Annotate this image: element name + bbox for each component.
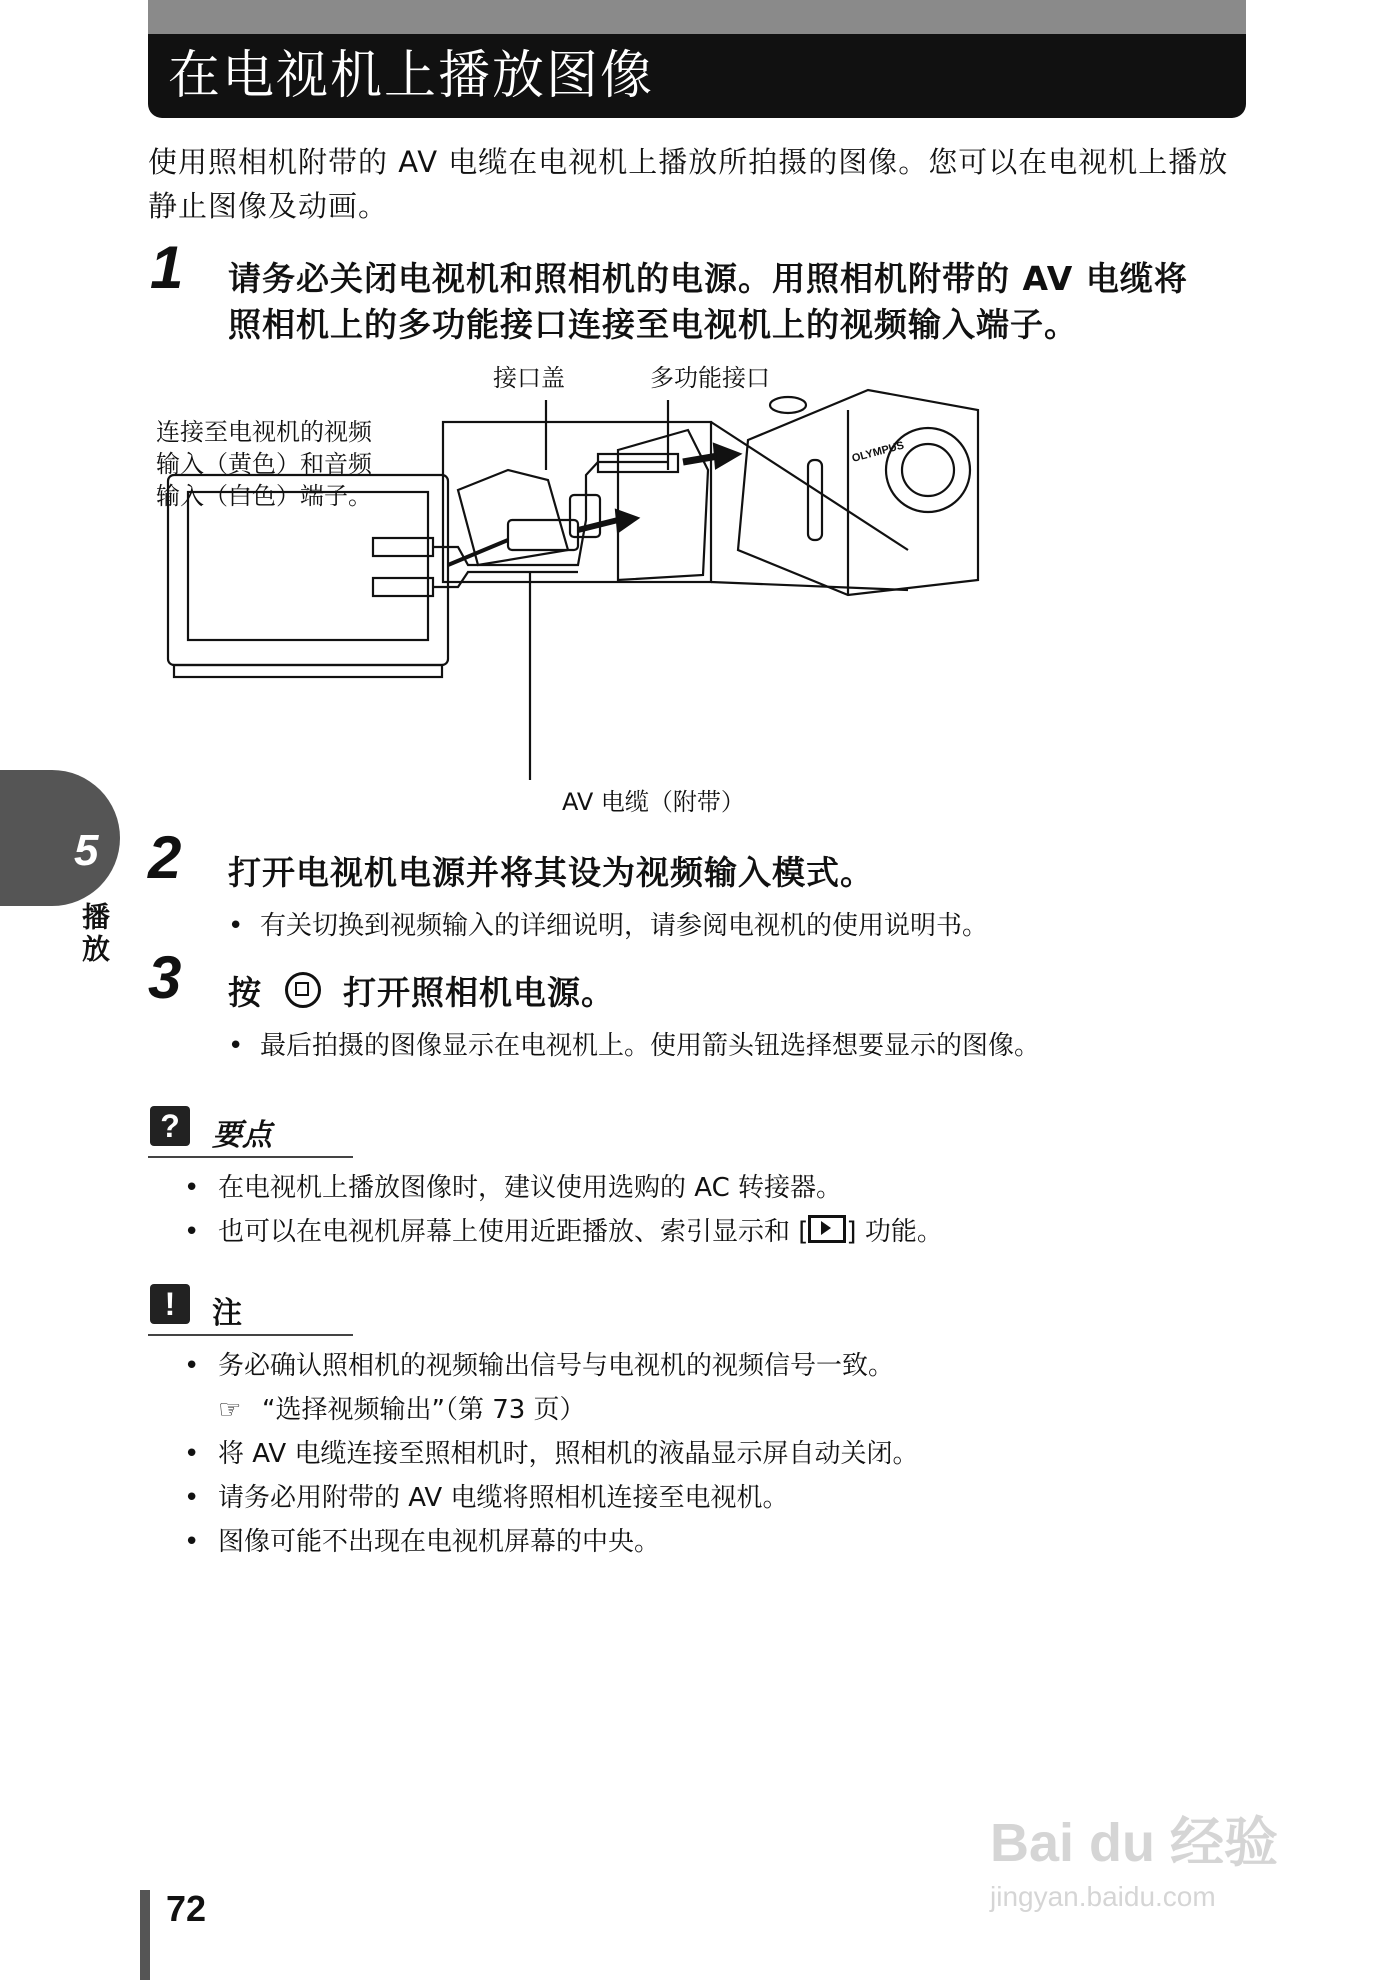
note-heading: 注 — [212, 1296, 242, 1331]
note-reference: ☞ “选择视频输出”（第 73 页） — [184, 1388, 1244, 1432]
title-bar-top — [148, 0, 1246, 34]
step-1-line2: 照相机上的多功能接口连接至电视机上的视频输入端子。 — [228, 305, 1078, 344]
label-connector-cover: 接口盖 — [493, 364, 565, 392]
note-item: • 图像可能不出现在电视机屏幕的中央。 — [184, 1520, 1244, 1564]
page-title: 在电视机上播放图像 — [168, 46, 655, 106]
plug-audio — [373, 578, 433, 596]
tv-screen — [188, 492, 428, 640]
av-cable-path-1 — [433, 490, 586, 565]
step-1-text — [228, 256, 1268, 348]
baidu-watermark — [990, 1800, 1310, 1960]
watermark-url: jingyan.baidu.com — [990, 1881, 1216, 1912]
tips-heading: 要点 — [212, 1118, 272, 1153]
chapter-label: 播放 — [78, 902, 111, 966]
step-2-text: 打开电视机电源并将其设为视频输入模式。 — [228, 853, 874, 892]
note-item: • 务必确认照相机的视频输出信号与电视机的视频信号一致。 — [184, 1344, 1244, 1388]
note-exclamation-icon: ! — [150, 1284, 190, 1324]
label-av-cable: AV 电缆（附带） — [562, 788, 745, 816]
note-rule — [148, 1334, 353, 1336]
step-2-number: 2 — [148, 824, 182, 891]
page-number: 72 — [166, 1888, 207, 1929]
tips-list — [184, 1166, 1244, 1254]
camera-shutter — [770, 397, 806, 413]
plug-video — [373, 538, 433, 556]
watermark-logo: Bai du 经验 — [990, 1813, 1279, 1873]
chapter-tab — [0, 770, 120, 906]
connection-diagram — [148, 350, 1258, 820]
chapter-number: 5 — [74, 826, 99, 875]
note-item: • 将 AV 电缆连接至照相机时，照相机的液晶显示屏自动关闭。 — [184, 1432, 1244, 1476]
camera-lens-inner — [902, 444, 954, 496]
footer-bar — [140, 1890, 150, 1980]
step-3-number: 3 — [148, 944, 182, 1011]
inset-camera-side — [618, 430, 708, 580]
inset-arrowhead — [616, 510, 638, 532]
note-item: • 请务必用附带的 AV 电缆将照相机连接至电视机。 — [184, 1476, 1244, 1520]
step-1-number: 1 — [150, 234, 184, 301]
step-3-text: 按 打开照相机电源。 — [228, 973, 615, 1012]
label-tv-terminal: 连接至电视机的视频 输入（黄色）和音频 输入（白色）端子。 — [156, 418, 372, 510]
tv-body — [168, 475, 448, 665]
tips-item: • 在电视机上播放图像时，建议使用选购的 AC 转接器。 — [184, 1166, 1244, 1210]
playback-button-icon — [285, 972, 321, 1008]
connect-arrow — [683, 456, 718, 462]
slideshow-icon — [808, 1215, 846, 1243]
connect-arrowhead — [714, 444, 740, 468]
connection-illustration — [148, 350, 1258, 790]
note-list — [184, 1344, 1244, 1564]
tips-question-icon: ? — [150, 1106, 190, 1146]
step-1-line1: 请务必关闭电视机和照相机的电源。用照相机附带的 AV 电缆将 — [228, 259, 1188, 298]
tv-base — [174, 665, 442, 677]
av-cable-path-2 — [433, 572, 578, 587]
tips-item: • 也可以在电视机屏幕上使用近距播放、索引显示和 [ ] 功能。 — [184, 1210, 1244, 1254]
camera-grip — [808, 460, 822, 540]
intro-paragraph: 使用照相机附带的 AV 电缆在电视机上播放所拍摄的图像。您可以在电视机上播放静止图像及动画。 — [148, 145, 1229, 223]
step-2-bullet: • 有关切换到视频输入的详细说明，请参阅电视机的使用说明书。 — [228, 911, 989, 941]
tips-rule — [148, 1156, 353, 1158]
label-multi-connector: 多功能接口 — [650, 364, 770, 392]
camera-brand: OLYMPUS — [850, 439, 906, 465]
step-3-bullet: • 最后拍摄的图像显示在电视机上。使用箭头钮选择想要显示的图像。 — [228, 1031, 1041, 1061]
reference-hand-icon: ☞ — [218, 1395, 242, 1425]
inset-box — [443, 422, 711, 582]
inset-zoom-line-bottom — [711, 582, 908, 590]
